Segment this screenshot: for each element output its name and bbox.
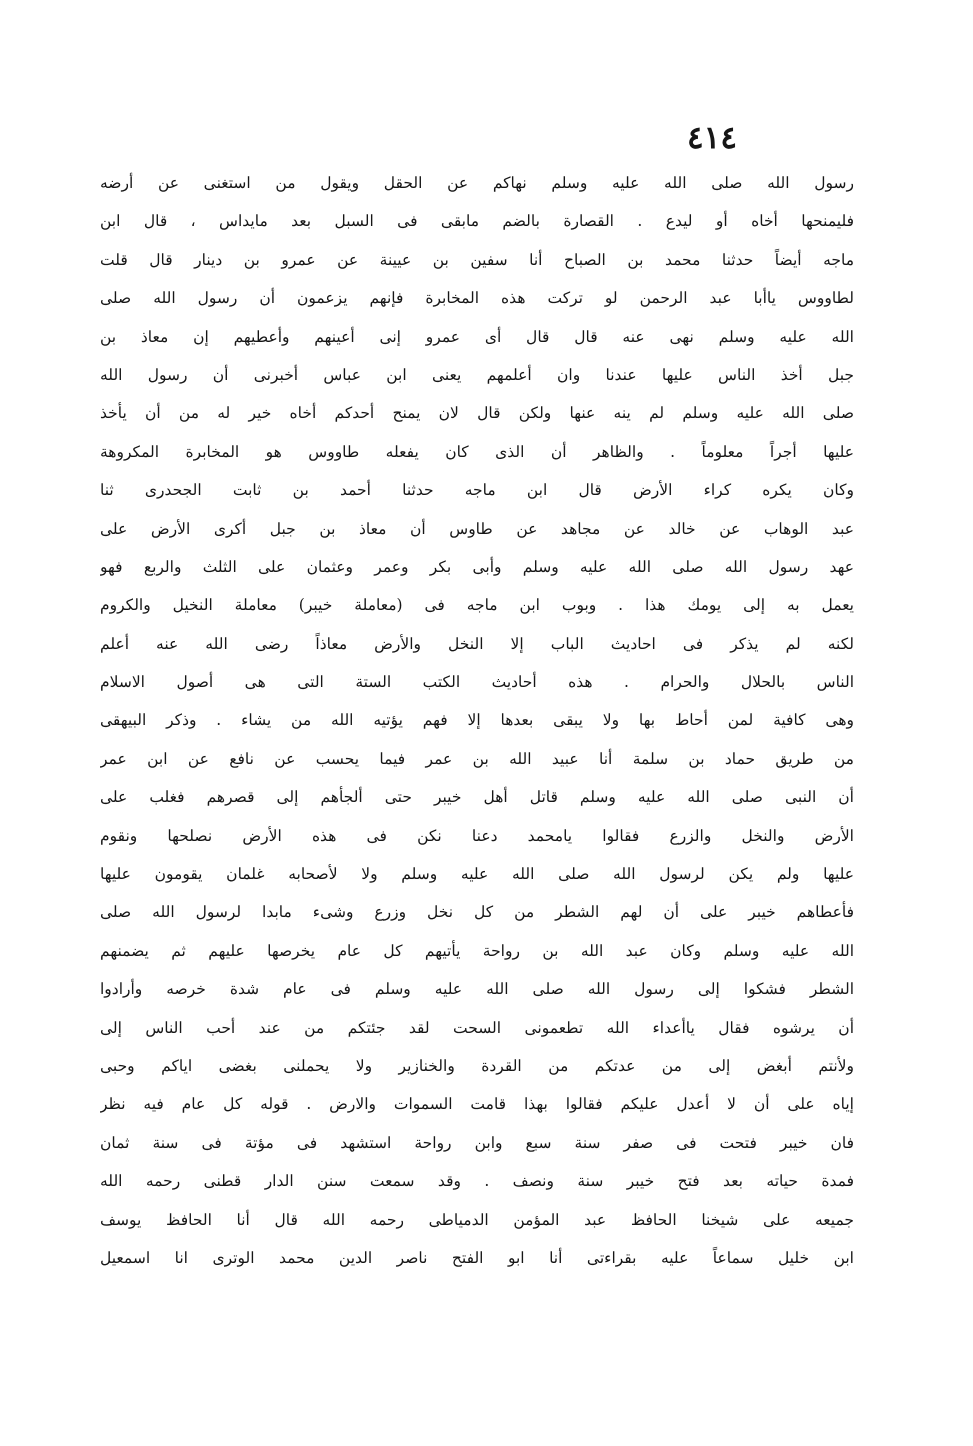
text-line: وكان يكره كراء الأرض قال ابن ماجه حدثنا أحمد بن ثابت الجحدرى ثنا xyxy=(100,481,854,500)
text-line: وهى كافية لمن أحاط بها ولا يبقى بعدها إلا فهم يؤتيه الله من يشاء . وذكر البيهقى xyxy=(100,711,854,730)
text-line: صلى الله عليه وسلم لم ينه عنها ولكن قال لان يمنح أحدكم أخاه خير له من أن يأخذ xyxy=(100,404,854,423)
text-line: جبل أخذ الناس عليها عندنا وان أعلمهم يعنى ابن عباس أخبرنى أن رسول الله xyxy=(100,365,854,384)
text-line: عليها أجراً معلوماً . والظاهر أن الذى كان يفعله طاووس هو المخابرة المكروهة xyxy=(100,442,854,461)
text-line: ماجه أيضاً حدثنا محمد بن الصباح أنا سفين بن عيينة عن عمرو بن دينار قال قلت xyxy=(100,250,854,269)
text-line: الناس بالحلال والحرام . هذه أحاديث الكتب الستة التى هى أصول الاسلام xyxy=(100,673,854,692)
text-line: من طريق حماد بن سلمة أنا عبيد الله بن عمر فيما يحسب عن نافع عن ابن عمر xyxy=(100,749,854,768)
text-line: ابن خليل سماعاً عليه بقراءتى أنا ابو الفتح ناصر الدين محمد الوترى انا اسمعيل xyxy=(100,1248,854,1267)
text-line: جميعه على شيخنا الحافظ عبد المؤمن الدمياطى رحمه الله قال أنا الحافظ يوسف xyxy=(100,1210,854,1229)
body-text xyxy=(100,164,854,1277)
text-line: عبد الوهاب عن خالد عن مجاهد عن طاوس أن معاذ بن جبل أكرى الأرض على xyxy=(100,519,854,538)
text-line: فان خيبر فتحت فى صفر سنة سبع وابن رواحة استشهد فى مؤتة فى سنة ثمان xyxy=(100,1133,854,1152)
text-line: رسول الله صلى الله عليه وسلم نهاكم عن الحقل ويقول من استغنى عن أرضه xyxy=(100,174,854,192)
text-line: ولأنتم أبغض إلى من عدتكم من القردة والخنازير ولا يحملنى بغضى اياكم وحبى xyxy=(100,1056,854,1075)
text-line: فليمنحها أخاه أو ليدع . القصارة بالضم مابقى فى السبل بعد مايداس ، قال ابن xyxy=(100,212,854,231)
text-line: عهد رسول الله صلى الله عليه وسلم وأبى بكر وعمر وعثمان على الثلث والربع فهو xyxy=(100,557,854,576)
text-line: يعمل به إلى يومك هذا . وبوب ابن ماجه فى (معاملة خيبر) معاملة النخيل والكروم xyxy=(100,596,854,615)
text-line: لطاووس ياأبا عبد الرحمن لو تركت هذه المخابرة فإنهم يزعمون أن رسول الله صلى xyxy=(100,289,854,308)
text-line: الشطر فشكوا إلى رسول الله صلى الله عليه وسلم فى عام شدة خرصه وأرادوا xyxy=(100,980,854,999)
text-line: لكنه لم يذكر فى احاديث الباب إلا النخل والأرض معاذاً رضى الله عنه أعلم xyxy=(100,634,854,653)
text-line: الأرض والنخل والزرع فقالوا يامحمد دعنا نكن فى هذه الأرض نصلحها ونقوم xyxy=(100,826,854,845)
text-line: فأعطاهم خيبر على أن لهم الشطر من كل نخل وزرع وشىء مابدا لرسول الله صلى xyxy=(100,903,854,922)
text-line: أن النبى صلى الله عليه وسلم قاتل أهل خيبر حتى ألجأهم إلى قصرهم فغلب على xyxy=(100,788,854,807)
text-line: الله عليه وسلم نهى عنه قال قال أى عمرو إنى أعينهم وأعطيهم إن معاذ بن xyxy=(100,327,854,346)
text-line: أن يرشوه فقال ياأعداء الله تطعمونى السحت لقد جئتكم من عند أحب الناس إلى xyxy=(100,1018,854,1037)
text-line: فمدة حياته بعد فتح خيبر سنة ونصف . وقد سمعت سنن الدار قطنى رحمه الله xyxy=(100,1172,854,1191)
text-line: إياه على أن لا أعدل عليكم فقالوا بهذا قامت السموات والارض . قوله كل عام فيه نظر xyxy=(100,1095,854,1114)
text-line: عليها ولم يكن لرسول الله صلى الله عليه وسلم ولا لأصحابه غلمان يقومون عليها xyxy=(100,865,854,884)
page-number: ٤١٤ xyxy=(687,120,737,156)
text-line: الله عليه وسلم وكان عبد الله بن رواحة يأتيهم كل عام يخرصها عليهم ثم يضمنهم xyxy=(100,941,854,960)
